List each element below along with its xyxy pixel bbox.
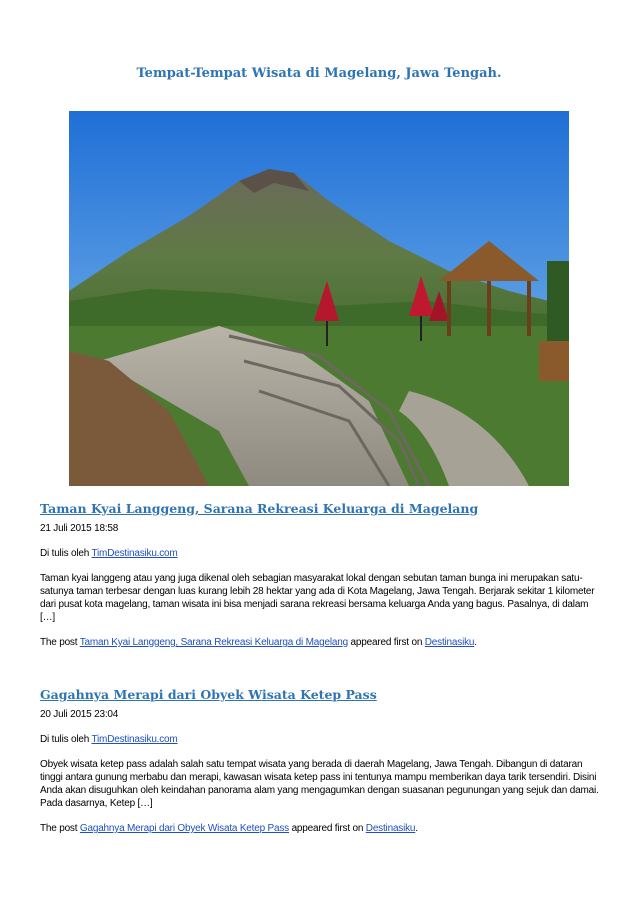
site-link[interactable]: Destinasiku (424, 637, 475, 648)
post-footer (40, 822, 600, 835)
post-datetime: 20 Juli 2015 23:04 (40, 709, 119, 720)
footer-end: . (474, 637, 477, 648)
footer-prefix: The post (40, 823, 80, 834)
post-2 (40, 686, 600, 835)
post-title-link[interactable]: Taman Kyai Langgeng, Sarana Rekreasi Keluarga di Magelang (40, 501, 479, 516)
footer-middle: appeared first on (347, 637, 425, 648)
post-author-line (40, 733, 600, 746)
post-title-link[interactable]: Gagahnya Merapi dari Obyek Wisata Ketep Pass (40, 687, 377, 702)
post-footer-link[interactable]: Taman Kyai Langgeng, Sarana Rekreasi Keluarga di Magelang (79, 637, 348, 648)
footer-prefix: The post (40, 637, 80, 648)
author-prefix: Di tulis oleh (40, 548, 92, 559)
post-excerpt: Taman kyai langgeng atau yang juga dikenal oleh sebagian masyarakat lokal dengan sebutan taman bunga ini merupakan satu-satunya taman terbesar dengan luas kurang lebih 28 hektar yang ada di Kota Magelang, Jawa Tengah. Berjarak sekitar 1 kilometer dari pusat kota magelang, taman wisata ini bisa menjadi sarana rekreasi bersama keluarga Anda yang bagus. Pasalnya, di dalam […] (40, 573, 595, 623)
footer-end: . (415, 823, 418, 834)
page-title: Tempat-Tempat Wisata di Magelang, Jawa Tengah. (136, 66, 502, 81)
mountain-landscape-image (69, 111, 569, 486)
author-prefix: Di tulis oleh (40, 734, 92, 745)
post-footer (40, 636, 600, 649)
site-link[interactable]: Destinasiku (365, 823, 416, 834)
footer-middle: appeared first on (288, 823, 366, 834)
post-footer-link[interactable]: Gagahnya Merapi dari Obyek Wisata Ketep Pass (79, 823, 289, 834)
author-link[interactable]: TimDestinasiku.com (91, 734, 178, 745)
post-1 (40, 500, 600, 649)
hero-image (69, 111, 569, 486)
post-author-line (40, 547, 600, 560)
post-datetime: 21 Juli 2015 18:58 (40, 523, 119, 534)
author-link[interactable]: TimDestinasiku.com (91, 548, 178, 559)
post-excerpt: Obyek wisata ketep pass adalah salah satu tempat wisata yang berada di daerah Magelang, Jawa Tengah. Dibangun di dataran tinggi antara gunung merbabu dan merapi, kawasan wisata ketep pass ini tentunya mampu memberikan daya tarik tersendiri. Disini Anda akan disuguhkan oleh keindahan panorama alam yang mengagumkan dengan suasanan pegunungan yang sejuk dan damai. Pada dasarnya, Ketep […] (40, 759, 599, 809)
